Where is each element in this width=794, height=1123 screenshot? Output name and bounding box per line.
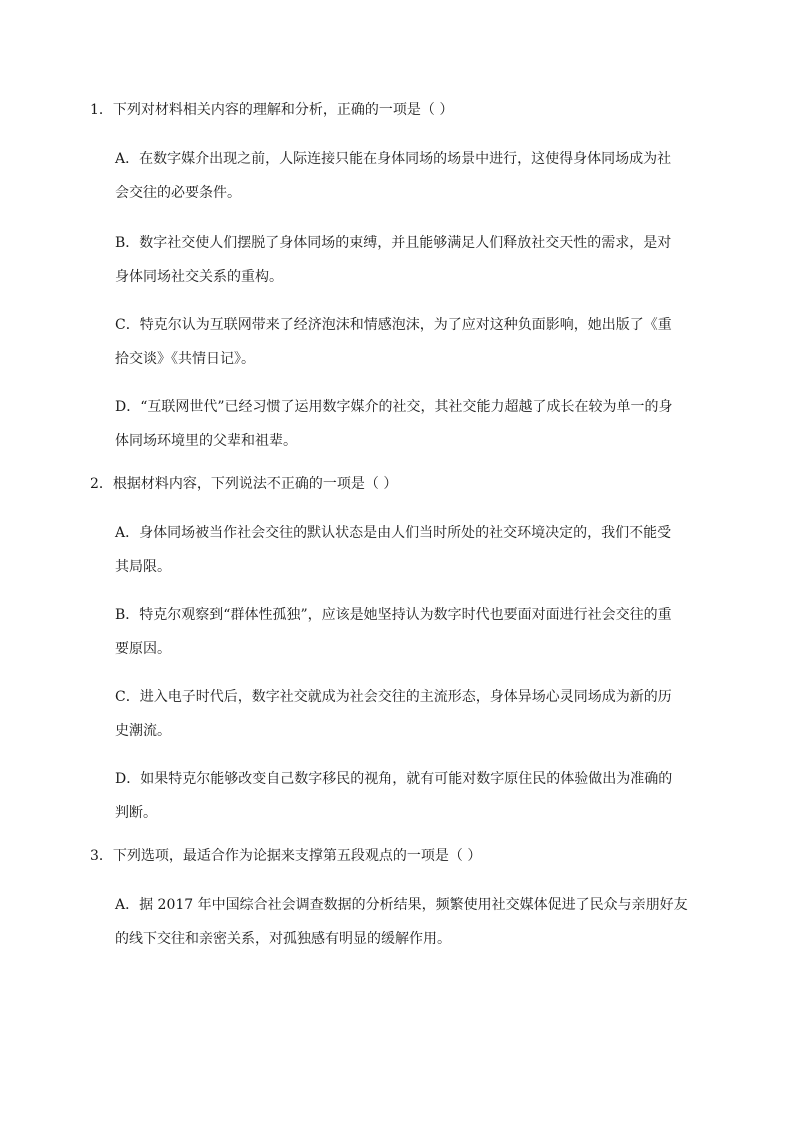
option-line: 的线下交往和亲密关系，对孤独感有明显的缓解作用。 [115,931,451,947]
option-line: A．身体同场被当作社会交往的默认状态是由人们当时所处的社交环境决定的，我们不能受 [115,525,672,541]
option-line: 史潮流。 [115,723,171,739]
question-2-stem: 2．根据材料内容，下列说法不正确的一项是（ ） [90,476,398,492]
question-1-option-a [115,142,715,210]
option-line: 要原因。 [115,641,171,657]
question-3-option-a [115,888,715,956]
question-1-option-c [115,308,715,376]
option-line: 体同场环境里的父辈和祖辈。 [115,433,297,449]
question-1-option-d [115,390,715,458]
question-1-stem: 1．下列对材料相关内容的理解和分析，正确的一项是（ ） [90,102,454,118]
option-line: C．进入电子时代后，数字社交就成为社会交往的主流形态，身体异场心灵同场成为新的历 [115,689,672,705]
option-line: 拾交谈》《共情日记》。 [115,351,255,367]
question-2-option-c [115,680,715,748]
option-line: A．据 2017 年中国综合社会调查数据的分析结果，频繁使用社交媒体促进了民众与亲朋好友 [115,897,688,913]
question-1-option-b [115,226,715,294]
option-line: B．数字社交使人们摆脱了身体同场的束缚，并且能够满足人们释放社交天性的需求，是对 [115,235,672,251]
question-2-option-a [115,516,715,584]
option-line: A．在数字媒介出现之前，人际连接只能在身体同场的场景中进行，这使得身体同场成为社 [115,151,672,167]
question-2-option-b [115,598,715,666]
option-line: 会交往的必要条件。 [115,185,241,201]
option-line: 其局限。 [115,559,171,575]
option-line: C．特克尔认为互联网带来了经济泡沫和情感泡沫，为了应对这种负面影响，她出版了《重 [115,317,672,333]
option-line: D．如果特克尔能够改变自己数字移民的视角，就有可能对数字原住民的体验做出为准确的 [115,771,673,787]
option-line: B．特克尔观察到“群体性孤独”，应该是她坚持认为数字时代也要面对面进行社会交往的重 [115,607,672,623]
option-line: 身体同场社交关系的重构。 [115,269,283,285]
option-line: 判断。 [115,805,157,821]
question-3-stem: 3．下列选项，最适合作为论据来支撑第五段观点的一项是（ ） [90,848,482,864]
question-2-option-d [115,762,715,830]
option-line: D．“互联网世代”已经习惯了运用数字媒介的社交，其社交能力超越了成长在较为单一的身 [115,399,673,415]
